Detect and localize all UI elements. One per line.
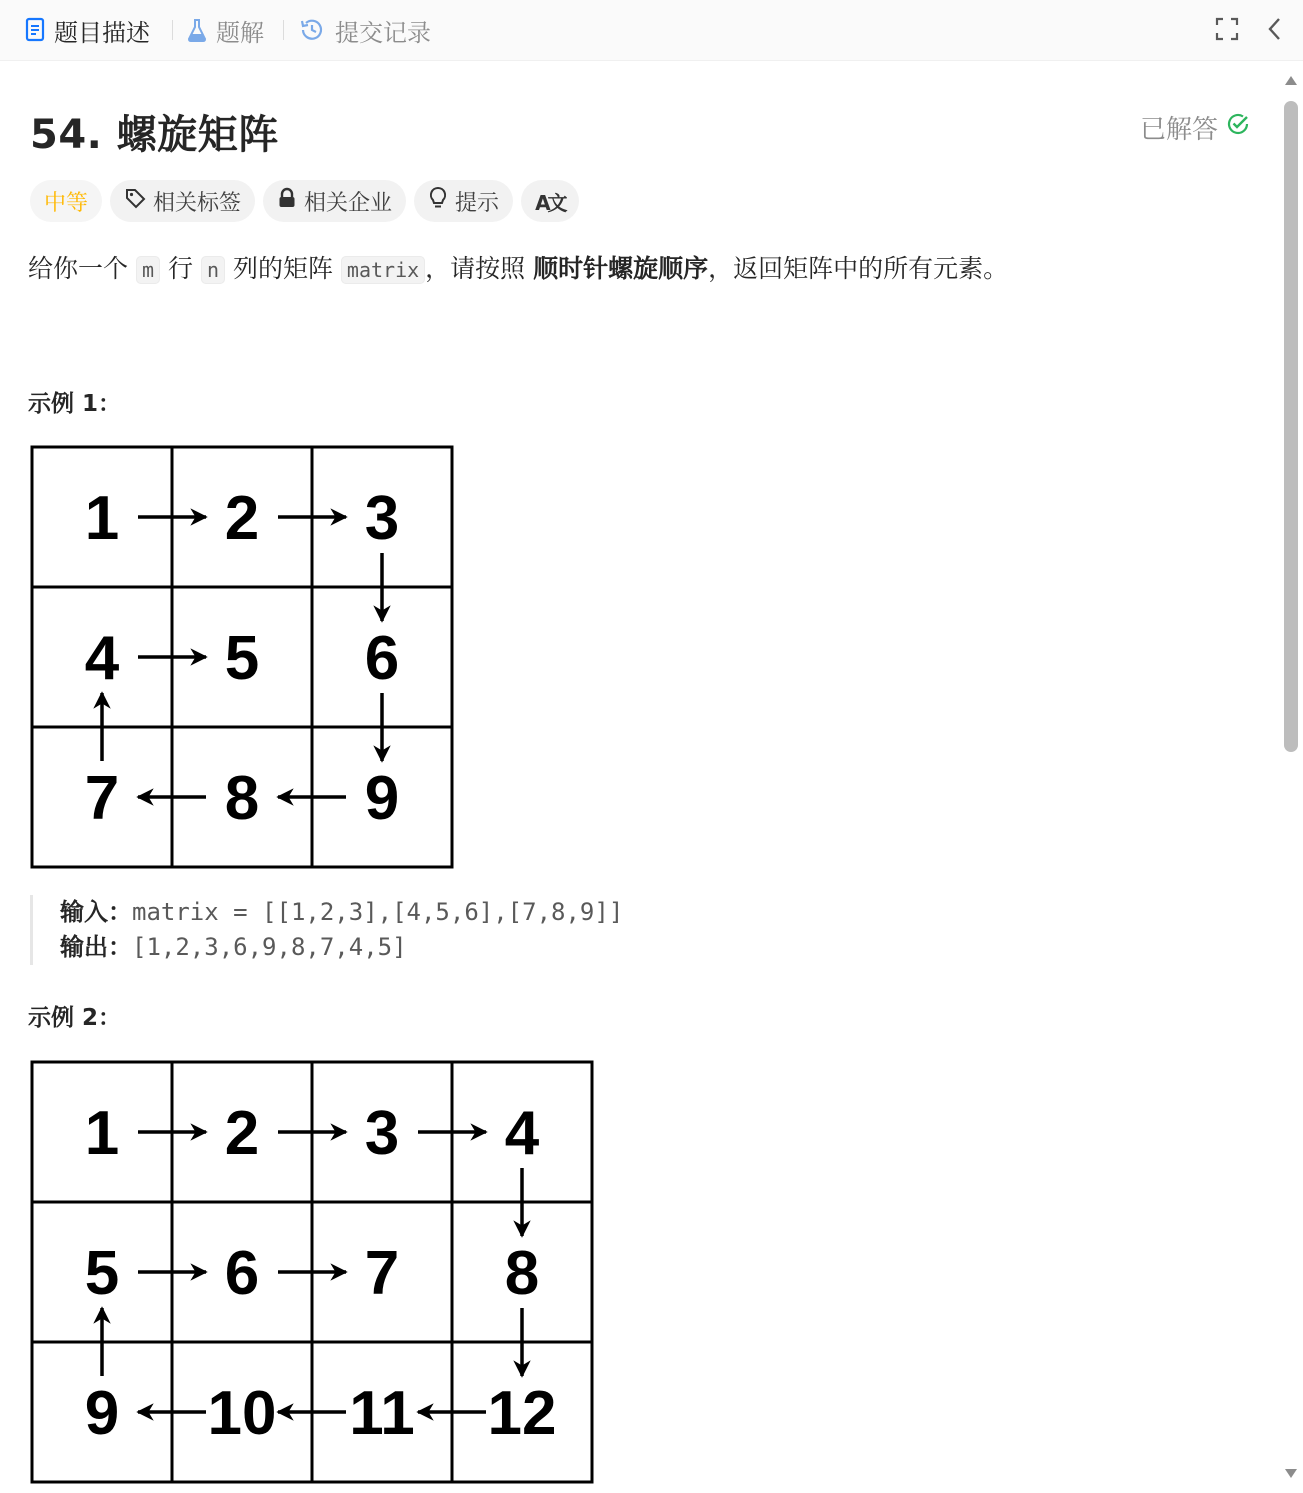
matrix-value: 7 bbox=[364, 1239, 400, 1308]
matrix-value: 9 bbox=[84, 1379, 120, 1448]
solved-status-label: 已解答 bbox=[1139, 115, 1218, 145]
example-1-input-line bbox=[60, 895, 623, 930]
matrix-value: 6 bbox=[224, 1239, 260, 1308]
tab-solutions-label: 题解 bbox=[216, 18, 264, 47]
spiral-diagram-3x4 bbox=[30, 1060, 594, 1484]
related-companies-label: 相关企业 bbox=[304, 190, 393, 216]
matrix-value: 11 bbox=[349, 1379, 415, 1448]
related-tags-label: 相关标签 bbox=[153, 190, 242, 216]
problem-title: 54. 螺旋矩阵 bbox=[30, 112, 279, 158]
desc-text: ，返回矩阵中的所有元素。 bbox=[708, 254, 1009, 283]
desc-text: 行 bbox=[167, 254, 193, 283]
example-1-title: 示例 1： bbox=[28, 391, 122, 417]
collapse-chevron-left-icon[interactable] bbox=[1264, 16, 1286, 46]
spiral-diagram-3x3 bbox=[30, 445, 454, 869]
matrix-value: 10 bbox=[207, 1379, 277, 1448]
input-label: 输入： bbox=[60, 898, 132, 926]
tag-icon bbox=[124, 187, 153, 215]
hints-button[interactable] bbox=[414, 180, 513, 222]
example-2-matrix-image bbox=[30, 1060, 594, 1484]
scrollbar-thumb[interactable] bbox=[1284, 101, 1298, 752]
matrix-value: 3 bbox=[364, 1099, 400, 1168]
matrix-value: 7 bbox=[84, 764, 120, 833]
solved-status bbox=[1140, 109, 1250, 146]
check-circle-icon bbox=[1218, 112, 1250, 143]
example-1-output-line bbox=[60, 930, 623, 965]
matrix-value: 5 bbox=[84, 1239, 120, 1308]
flask-icon bbox=[186, 17, 208, 43]
problem-description bbox=[28, 249, 1008, 285]
tab-divider bbox=[283, 20, 284, 40]
example-2-title: 示例 2： bbox=[28, 1005, 122, 1031]
history-icon bbox=[299, 17, 321, 43]
desc-text: 给你一个 bbox=[28, 254, 129, 283]
tab-submissions-label: 提交记录 bbox=[335, 18, 431, 47]
desc-text: ，请按照 bbox=[425, 254, 526, 283]
lightbulb-icon bbox=[428, 186, 455, 216]
tab-solutions[interactable] bbox=[186, 14, 264, 46]
lock-icon bbox=[277, 187, 304, 215]
matrix-value: 4 bbox=[504, 1099, 540, 1168]
hints-label: 提示 bbox=[455, 190, 500, 216]
matrix-value: 1 bbox=[84, 484, 120, 553]
difficulty-badge: 中等 bbox=[30, 180, 102, 222]
top-tab-bar bbox=[0, 0, 1303, 61]
input-value: matrix = [[1,2,3],[4,5,6],[7,8,9]] bbox=[132, 898, 624, 926]
matrix-value: 6 bbox=[364, 624, 400, 693]
output-label: 输出： bbox=[60, 933, 132, 961]
fullscreen-icon[interactable] bbox=[1214, 16, 1240, 46]
tab-divider bbox=[172, 20, 173, 40]
desc-text: 列的矩阵 bbox=[232, 254, 333, 283]
translate-button[interactable] bbox=[521, 180, 578, 222]
matrix-value: 12 bbox=[487, 1379, 557, 1448]
related-tags-button[interactable] bbox=[110, 180, 255, 222]
matrix-value: 4 bbox=[84, 624, 120, 693]
example-1-io bbox=[30, 895, 623, 965]
translate-icon: A文 bbox=[535, 190, 565, 215]
problem-content bbox=[0, 61, 1280, 1493]
inline-code-m: m bbox=[136, 256, 160, 284]
matrix-value: 8 bbox=[224, 764, 260, 833]
matrix-value: 3 bbox=[364, 484, 400, 553]
matrix-value: 1 bbox=[84, 1099, 120, 1168]
matrix-value: 2 bbox=[224, 484, 260, 553]
inline-code-n: n bbox=[201, 256, 225, 284]
example-1-matrix-image bbox=[30, 445, 454, 869]
tab-submissions[interactable] bbox=[299, 14, 431, 46]
related-companies-button[interactable] bbox=[263, 180, 406, 222]
matrix-value: 8 bbox=[504, 1239, 540, 1308]
tab-description[interactable] bbox=[24, 14, 150, 46]
document-icon bbox=[24, 17, 46, 43]
inline-code-matrix: matrix bbox=[341, 256, 425, 284]
tab-description-label: 题目描述 bbox=[54, 18, 150, 47]
output-value: [1,2,3,6,9,8,7,4,5] bbox=[132, 933, 407, 961]
desc-bold: 顺时针螺旋顺序 bbox=[533, 254, 709, 283]
matrix-value: 9 bbox=[364, 764, 400, 833]
tag-row bbox=[30, 180, 579, 222]
matrix-value: 5 bbox=[224, 624, 260, 693]
matrix-value: 2 bbox=[224, 1099, 260, 1168]
